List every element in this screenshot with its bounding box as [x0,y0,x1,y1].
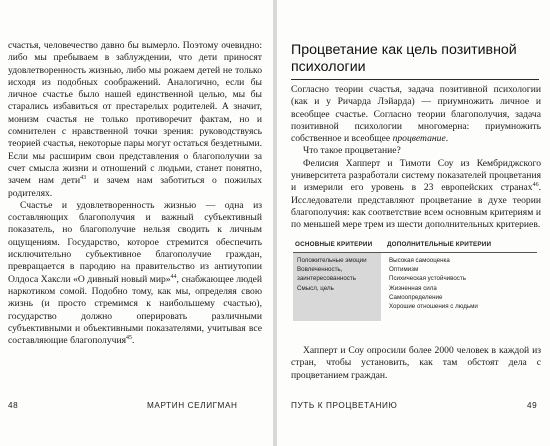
right-body-text-top [291,84,541,232]
right-page [277,0,550,446]
footnote-ref[interactable]: 46 [532,182,539,189]
footnote-ref[interactable]: 45 [126,334,133,341]
paragraph: Фелисия Хапперт и Тимоти Соу из Кембриджского университета разработали систему показателей процветания и измерили его уровень в 23 европейских странах$^{46}$. Исследователи представляют процветание в духе теории благополучия: как соответствие всем основным критериям и по меньшей мере трем из шести дополнительных критериев. [291,157,541,231]
footnote-ref[interactable]: 43 [80,175,87,182]
running-head-author: МАРТИН СЕЛИГМАН [147,401,238,410]
footnote-ref[interactable]: 44 [170,273,177,280]
criteria-table [293,236,537,328]
question-line: Что такое процветание? [303,145,401,157]
table-cell: Вовлеченность, [297,266,343,274]
main-criteria-column [293,253,381,321]
left-body-text [8,40,262,347]
table-cell: Оптимизм [389,266,419,274]
table-cell: Положительные эмоции [297,257,367,264]
paragraph: Хапперт и Соу опросили более 2000 человек в каждой из стран, чтобы установить, как там обстоят дела с процветанием граждан. [291,345,541,381]
title-rule [291,79,539,80]
table-cell: Жизненная сила [389,284,437,292]
running-head-chapter: ПУТЬ К ПРОЦВЕТАНИЮ [291,401,398,410]
paragraph: счастья, человечество давно бы вымерло. Поэтому очевидно: либо мы пребываем в заблуждении, что дети приносят удовлетворенность жизнью, либо мы рожаем детей не только исходя из подобных соображений. Аналогично, если бы личное счастье было нашей единственной целью, мы бы старались избавиться от престарелых родителей. А значит, монизм счастья не только противоречит фактам, но и сомнителен с нравственной точки зрения: руководствуясь теорией счастья, некоторые пары могут остаться бездетными. Если мы расширим свои представления о благополучии за счет смысла жизни и отношений с людьми, станет понятно, зачем нам дети$^{43}$ и зачем нам заботиться о пожилых родителях. [8,40,262,199]
table-cell: Смысл, цель [297,284,334,292]
paragraph: Согласно теории счастья, задача позитивной психологии (как и у Ричарда Лэйарда) — приумножить личное и всеобщее счастье. Согласно теории благополучия, задача позитивной психологии многомерна: приумножить собственное и всеобщее процветание. [291,84,541,145]
section-title: Процветание как цель позитивной психологии [291,42,517,75]
table-cell: заинтересованность [297,275,356,283]
left-page [0,0,273,446]
page-number: 49 [527,401,538,410]
table-cell: Психическая устойчивость [389,275,466,283]
right-body-text-bottom [291,345,541,382]
table-cell: Самоопределение [389,293,443,301]
page-number: 48 [8,401,19,410]
table-header [293,236,537,253]
header-main-criteria: ОСНОВНЫЕ КРИТЕРИИ [295,240,373,248]
table-body [293,253,537,321]
emphasis: процветание [392,133,446,145]
paragraph: Счастье и удовлетворенность жизнью — одна из составляющих благополучия и важный субъективный показатель, но благополучие нельзя сводить к личным ощущениям. Государство, которое стремится обеспечить исключительно субъективное благополучие граждан, превращается в пародию на правительство из антиутопии Олдоса Хаксли «О дивный новый мир»$^{44}$, снабжающее людей наркотиком сомой. Подобно тому, как мы, определяя свою жизнь (и просто стремимся к наибольшему счастью), государство должно оперировать различными субъективными и объективными показателями, учитывая все составляющие благополучия$^{45}$. [8,199,263,347]
header-extra-criteria: ДОПОЛНИТЕЛЬНЫЕ КРИТЕРИИ [387,240,492,248]
table-cell: Высокая самооценка [389,257,450,264]
extra-criteria-column [381,253,478,321]
table-cell: Хорошие отношения с людьми [389,303,478,311]
